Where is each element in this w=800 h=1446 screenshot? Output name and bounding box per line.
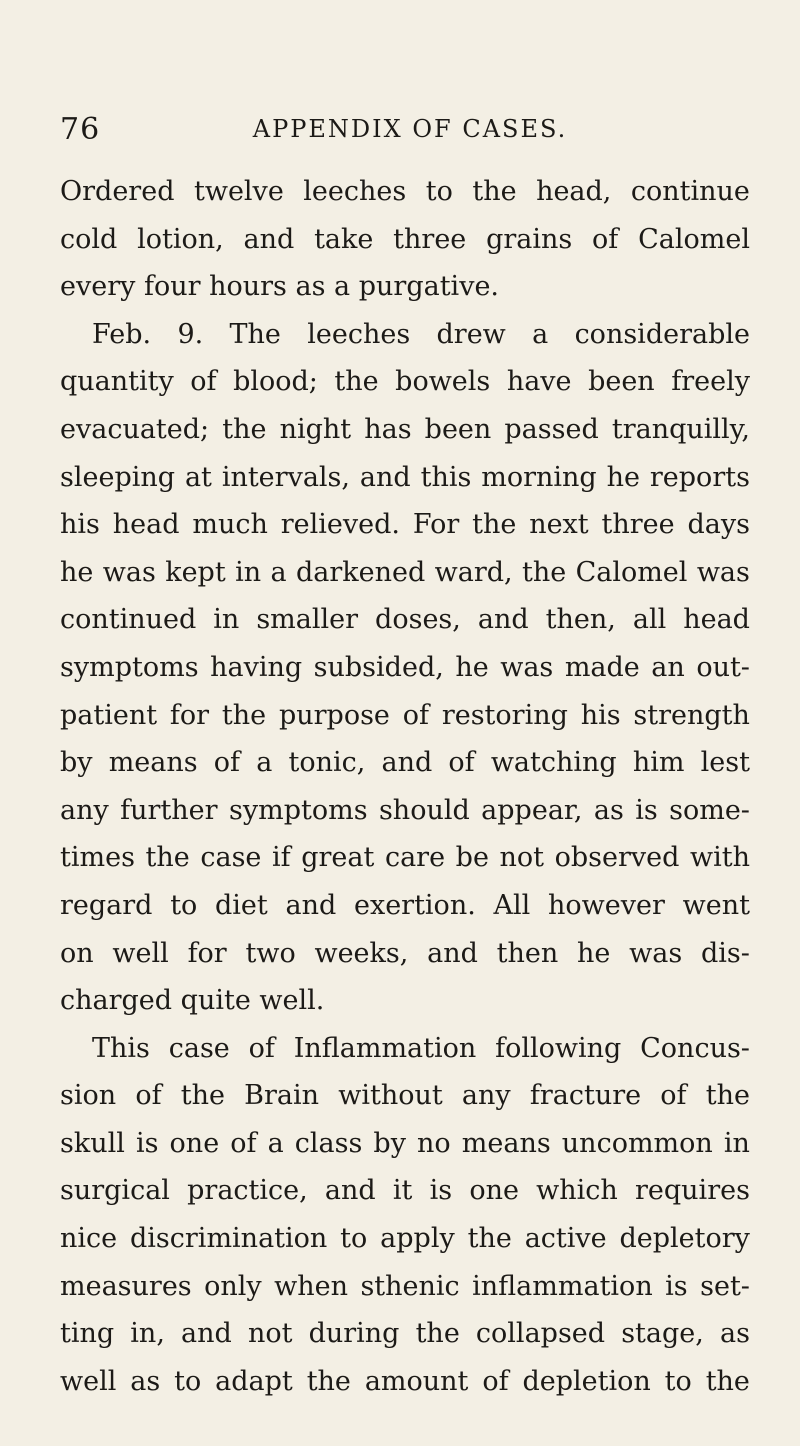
text-line: Ordered twelve leeches to the head, continue — [60, 176, 750, 207]
text-line: any further symptoms should appear, as is some- — [60, 794, 750, 826]
text-line: on well for two weeks, and then he was dis- — [60, 937, 750, 969]
text-line: ting in, and not during the collapsed stage, as — [60, 1318, 750, 1350]
text-line: Feb. 9. The leeches drew a considerable — [92, 318, 750, 350]
text-line: patient for the purpose of restoring his strength — [60, 699, 750, 731]
text-line: This case of Inflammation following Concus- — [92, 1032, 750, 1064]
page-number: 76 — [60, 112, 101, 147]
text-line: every four hours as a purgative. — [60, 271, 500, 303]
text-line: surgical practice, and it is one which requires — [60, 1175, 750, 1207]
text-line: he was kept in a darkened ward, the Calomel was — [60, 556, 750, 588]
text-line: well as to adapt the amount of depletion to the — [60, 1365, 750, 1397]
text-line: nice discrimination to apply the active depletory — [60, 1223, 750, 1255]
text-line: quantity of blood; the bowels have been freely — [60, 366, 750, 398]
text-line: evacuated; the night has been passed tranquilly, — [60, 413, 750, 445]
text-line: by means of a tonic, and of watching him lest — [60, 747, 750, 779]
body-text — [60, 168, 750, 1405]
text-line: skull is one of a class by no means uncommon in — [60, 1127, 750, 1159]
text-line: measures only when sthenic inflammation is set- — [60, 1270, 750, 1302]
text-line: times the case if great care be not observed with — [60, 842, 750, 874]
text-line: regard to diet and exertion. All however went — [60, 889, 750, 921]
text-line: sleeping at intervals, and this morning he reports — [60, 461, 750, 493]
text-line: sion of the Brain without any fracture of the — [60, 1080, 750, 1112]
text-line: cold lotion, and take three grains of Calomel — [60, 223, 750, 255]
text-line: his head much relieved. For the next three days — [60, 509, 750, 541]
running-title: APPENDIX OF CASES. — [252, 115, 568, 143]
running-head — [60, 112, 760, 152]
text-line: continued in smaller doses, and then, all head — [60, 604, 750, 636]
text-line: charged quite well. — [60, 985, 325, 1017]
text-line: symptoms having subsided, he was made an out- — [60, 651, 750, 683]
